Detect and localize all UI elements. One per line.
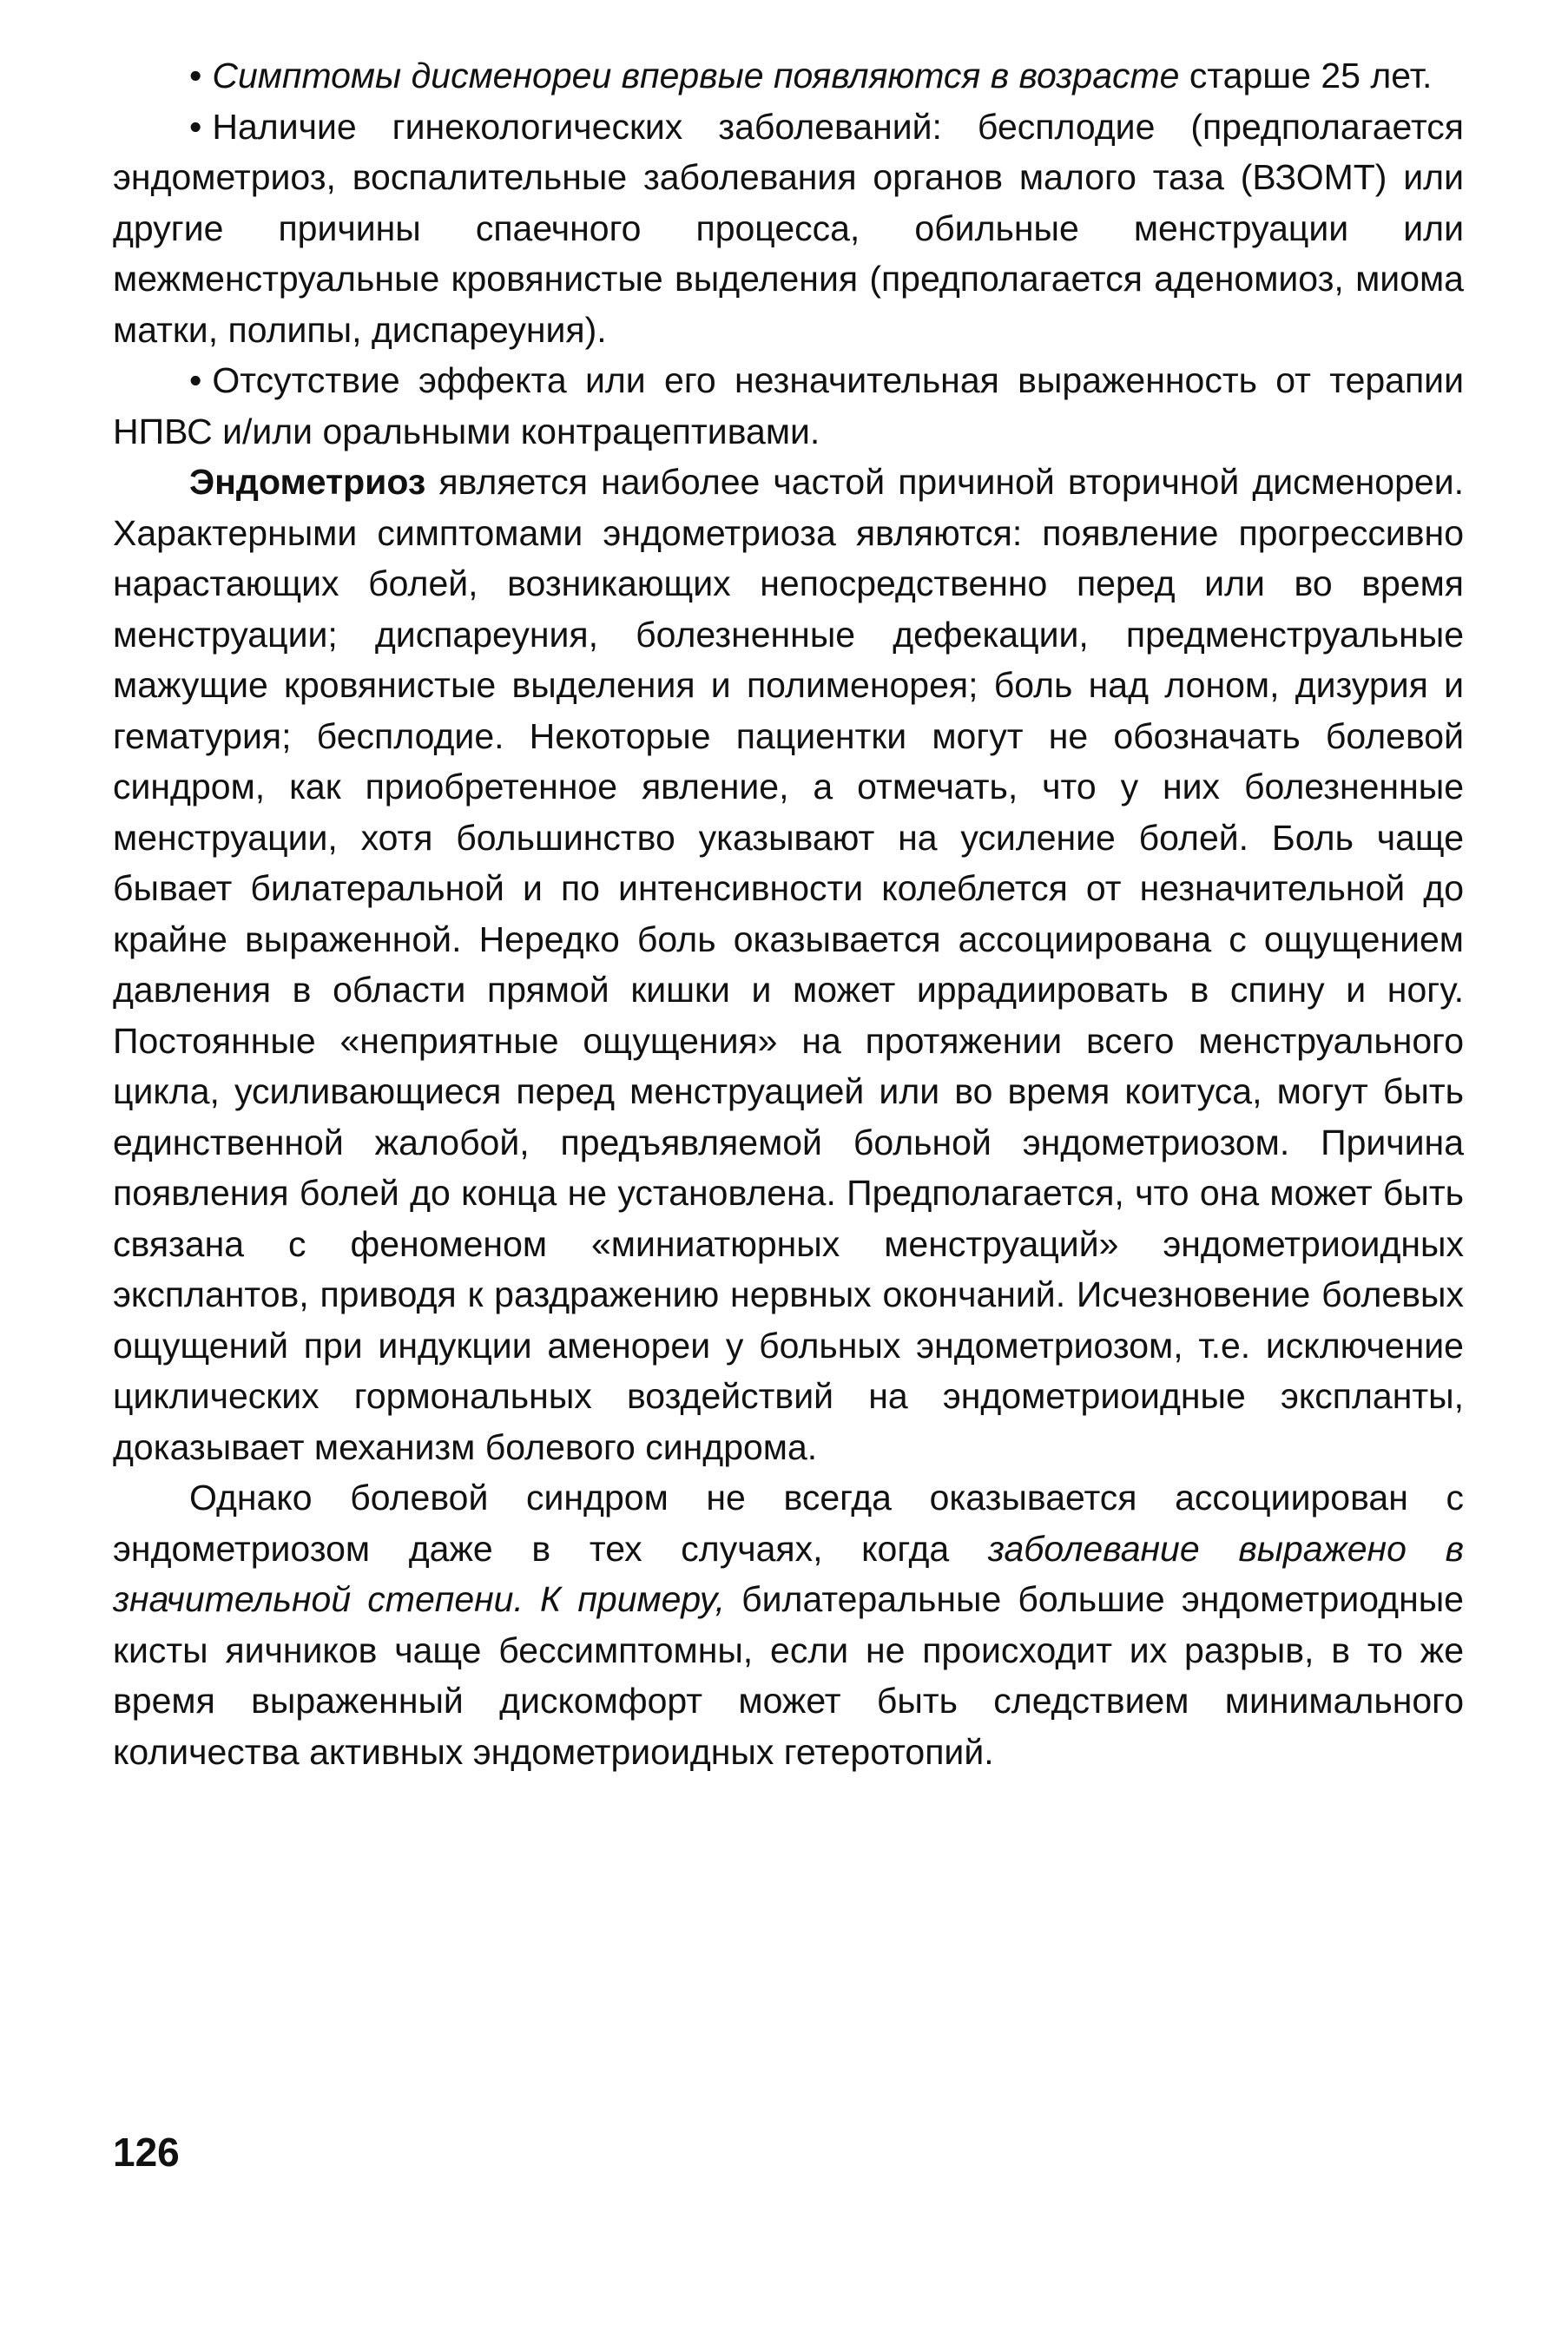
bullet-item <box>113 102 1464 356</box>
bullet-item <box>113 355 1464 457</box>
bullet-text-italic: Симптомы дисменореи впервые появляются в возрасте <box>212 56 1180 95</box>
bold-term: Эндометриоз <box>189 462 426 502</box>
bullet-item <box>113 50 1464 102</box>
page-body <box>113 50 1464 1777</box>
bullet-marker: • <box>189 106 202 147</box>
body-paragraph <box>113 1472 1464 1777</box>
page-number: 126 <box>113 2130 180 2175</box>
paragraph-text: является наиболее частой причиной вторичной дисменореи. Характерными симптомами эндометриоза являются: появление прогрессивно нарастающих болей, возникающих непосредственно перед или во время менструации; диспареуния, болезненные дефекации, предменструальные мажущие кровянистые выделения и полименорея; боль над лоном, дизурия и гематурия; бесплодие. Некоторые пациентки могут не обозначать болевой синдром, как приобретенное явление, а отмечать, что у них болезненные менструации, хотя большинство указывают на усиление болей. Боль чаще бывает билатеральной и по интенсивности колеблется от незначительной до крайне выраженной. Нередко боль оказывается ассоциирована с ощущением давления в области прямой кишки и может иррадиировать в спину и ногу. Постоянные «неприятные ощущения» на протяжении всего менструального цикла, усиливающиеся перед менструацией или во время коитуса, могут быть единственной жалобой, предъявляемой больной эндометриозом. Причина появления болей до конца не установлена. Предполагается, что она может быть связана с феноменом «миниатюрных менструаций» эндометриоидных эксплантов, приводя к раздражению нервных окончаний. Исчезновение болевых ощущений при индукции аменореи у больных эндометриозом, т.е. исключение циклических гормональных воздействий на эндометриоидные экспланты, доказывает механизм болевого синдрома. <box>113 462 1464 1467</box>
bullet-marker: • <box>189 360 202 400</box>
bullet-text: Наличие гинекологических заболеваний: бесплодие (предполагается эндометриоз, воспалительные заболевания органов малого таза (ВЗОМТ) или другие причины спаечного процесса, обильные менструации или межменструальные кровянистые выделения (предполагается аденомиоз, миома матки, полипы, диспареуния). <box>113 106 1464 350</box>
body-paragraph <box>113 457 1464 1472</box>
bullet-marker: • <box>189 56 202 95</box>
paragraph-text-italic: заболевание выражено в значительной степени. К примеру, <box>113 1528 1464 1619</box>
paragraph-text: Однако болевой синдром не всегда оказывается ассоциирован с эндометриозом даже в тех случаях, когда <box>113 1478 1464 1569</box>
bullet-text: Отсутствие эффекта или его незначительная выраженность от терапии НПВС и/или оральными контрацептивами. <box>113 360 1464 451</box>
bullet-text: старше 25 лет. <box>1179 56 1433 95</box>
paragraph-text: билатеральные большие эндометриодные кисты яичников чаще бессимптомны, если не происходит их разрыв, в то же время выраженный дискомфорт может быть следствием минимального количества активных эндометриоидных гетеротопий. <box>113 1579 1464 1772</box>
